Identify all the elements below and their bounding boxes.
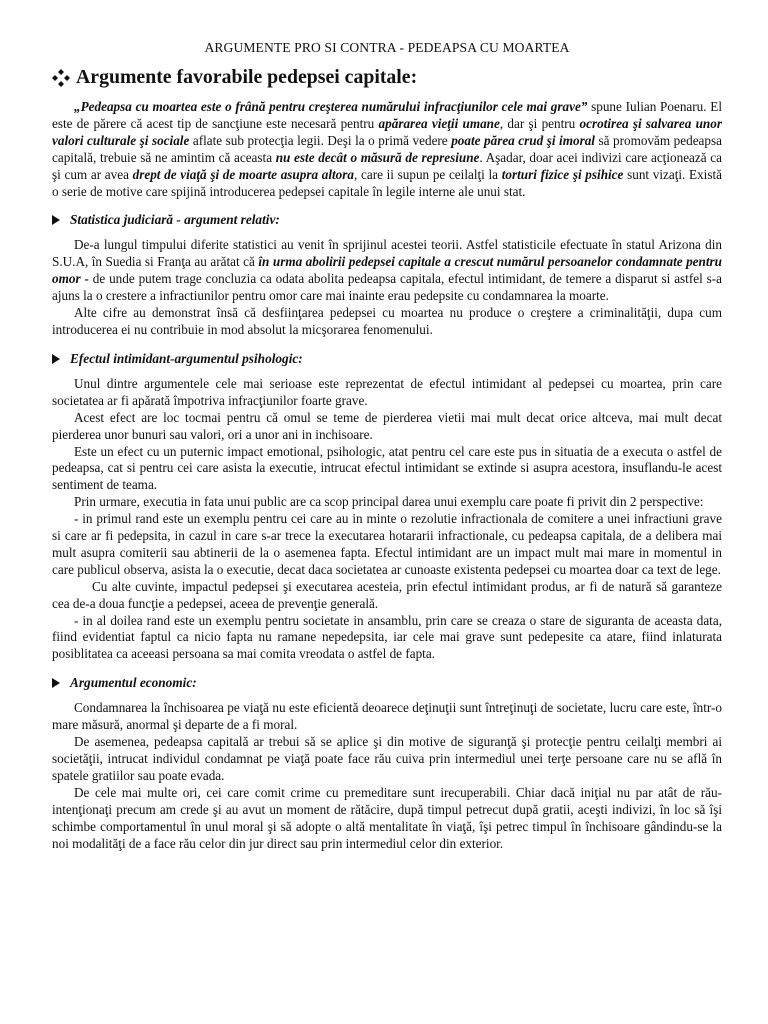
economic-paragraph: Condamnarea la închisoarea pe viaţă nu este eficientă deoarece deţinuţii sunt întreţinuţi de societate, lucru care este, într-o mare măsură, anormal şi departe de a fi moral.	[52, 700, 722, 733]
statistics-emph: în urma abolirii pedepsei capitale a crescut numărul persoanelor condamnate pentru omor -	[52, 254, 722, 287]
arrow-bullet-icon	[52, 215, 60, 225]
intro-emph-2: ocrotirea şi salvarea unor valori culturale şi sociale	[52, 115, 722, 148]
intimidation-paragraph: Cu alte cuvinte, impactul pedepsei şi executarea acesteia, prin efectul intimidant produs, ar fi de natură să garanteze cea de-a doua funcţie a pedepsei, aceea de prevenţie generală.	[52, 578, 722, 611]
arrow-bullet-icon	[52, 678, 60, 688]
intro-emph-4: nu este decât o măsură de represiune	[275, 149, 480, 165]
intro-paragraph	[52, 99, 722, 200]
intimidation-paragraph: Acest efect are loc tocmai pentru că omul se teme de pierderea vietii mai mult decat orice altceva, mai mult decat pierderea unor bunuri sau valori, ori a unor ani in inchisoare.	[52, 409, 722, 442]
section-heading-statistics	[52, 212, 722, 228]
arrow-bullet-icon	[52, 354, 60, 364]
economic-paragraph: De asemenea, pedeapsa capitală ar trebui să se aplice şi din motive de siguranţă şi protecţie pentru ceilalţi membri ai societăţii, intrucat individul condamnat pe viaţă poate face rău cuiva prin intermediul unei terţe persoane care nu se află în spatele gratiilor sau poate evada.	[52, 734, 722, 783]
intro-text-7: sunt vizaţi. Există o serie de motive care spijină introducerea pedepsei capitale în legile interne ale unui stat.	[52, 166, 722, 199]
intimidation-paragraph: Unul dintre argumentele cele mai serioase este reprezentat de efectul intimidant al pedepsei cu moartea, prin care societatea ar fi apărată împotriva infracţiunilor foarte grave.	[52, 375, 722, 408]
document-title: ARGUMENTE PRO SI CONTRA - PEDEAPSA CU MOARTEA	[204, 40, 570, 55]
statistics-text-2: de unde putem trage concluzia ca odata abolita pedeapsa capitala, efectul intimidant, de temere a disparut si astfel s-a ajuns la o crestere a infractiunilor pentru omor care mai inainte erau pedepsite cu condamnarea la moarte.	[52, 271, 723, 304]
intro-text-1: spune Iulian Poenaru. El este de părere că acest tip de sancţiune este necesară pentru	[52, 99, 722, 131]
section-heading-economic	[52, 675, 722, 691]
section-heading-text: Statistica judiciară - argument relativ:	[70, 212, 280, 228]
section-heading-text: Efectul intimidant-argumentul psihologic:	[70, 350, 303, 366]
intro-emph-1: apărarea vieţii umane	[378, 115, 500, 131]
intimidation-paragraph: Prin urmare, executia in fata unui public are ca scop principal darea unui exemplu care poate fi privit din 2 perspective:	[74, 494, 704, 510]
four-diamond-bullet-icon	[52, 69, 70, 87]
statistics-text-1: De-a lungul timpului diferite statistici au venit în sprijinul acestei teorii. Astfel statisticile efectuate în statul Arizona din S.U.A, în Suedia si Franţa au arătat că	[52, 237, 722, 270]
intimidation-paragraph: - in primul rand este un exemplu pentru cei care au in minte o rezolutie infractionala de comitere a unei infractiuni grave si care ar fi pedepsita, in cazul in care s-ar trece la executarea hotararii infractionale, cu pedeapsa capitala, de a delibera mai mult asupra comiterii sau abtinerii de la o asemenea fapta. Efectul intimidant are un impact mult mai mare in momentul in care publicul observa, asista la o executie, decat daca societatea ar cunoaste existenta pedepsei cu moartea doar ca text de lege.	[52, 511, 722, 577]
intro-text-6: , care ii supun pe ceilalţi la	[354, 166, 502, 182]
document-page	[52, 40, 722, 852]
statistics-paragraph-1	[52, 237, 722, 305]
quote-text: „Pedeapsa cu moartea este o frână pentru creşterea numărului infracţiunilor cele mai grave”	[74, 99, 588, 114]
statistics-paragraph-2: Alte cifre au demonstrat însă că desfiinţarea pedepsei cu moartea nu produce o creştere a criminalităţii, dupa cum introducerea ei nu contribuie in mod absolut la micşorarea fenomenului.	[52, 305, 722, 337]
intro-emph-3: poate părea crud şi imoral	[451, 132, 595, 148]
intro-text-5: . Aşadar, doar acei indivizi care acţionează ca şi cum ar avea	[52, 149, 722, 182]
main-heading	[52, 66, 722, 89]
intro-emph-5: drept de viaţă şi de moarte asupra altora	[132, 166, 355, 182]
economic-paragraph: De cele mai multe ori, cei care comit crime cu premeditare sunt irecuperabili. Chiar dacă iniţial nu par atât de rău-intenţionaţi precum am crede şi au avut un moment de rătăcire, după timpul petrecut după gratii, aceşti indivizi, în loc să îşi schimbe comportamentul în unul moral şi să adopte o altă mentalitate în viaţă, îşi petrec timpul în închisoare gândindu-se la noi modalităţi de a face rău celor din jur direct sau prin intermediul celor din exterior.	[52, 784, 722, 851]
intro-text-2: , dar şi pentru	[499, 115, 580, 131]
intimidation-paragraph: - in al doilea rand este un exemplu pentru societate in ansamblu, prin care se creaza o stare de siguranta de aceasta data, fiind evidentiat faptul ca nicio fapta nu ramane nepedepsita, iar cele mai grave sunt pedepesite ca atare, fiind inlaturata posiblitatea ca aceeasi persoana sa mai comita vreodata o astfel de fapta.	[52, 612, 722, 662]
intimidation-paragraph: Este un efect cu un puternic impact emotional, psihologic, atat pentru cel care este pus in situatia de a executa o astfel de pedeapsa, cat si pentru cei care asista la executie, intrucat efectul intimidant se extinde si asupra acestora, insuflandu-le acest sentiment de teama.	[52, 443, 722, 493]
intro-text-3: aflate sub protecţia legii. Deşi la o primă vedere	[189, 132, 452, 148]
intro-text-4: să promovăm pedeapsa capitală, trebuie să ne amintim că aceasta	[52, 132, 722, 165]
main-heading-text: Argumente favorabile pedepsei capitale:	[76, 66, 418, 88]
section-heading-text: Argumentul economic:	[70, 675, 197, 691]
section-heading-intimidation	[52, 351, 722, 367]
intro-emph-6: torturi fizice şi psihice	[501, 166, 624, 182]
